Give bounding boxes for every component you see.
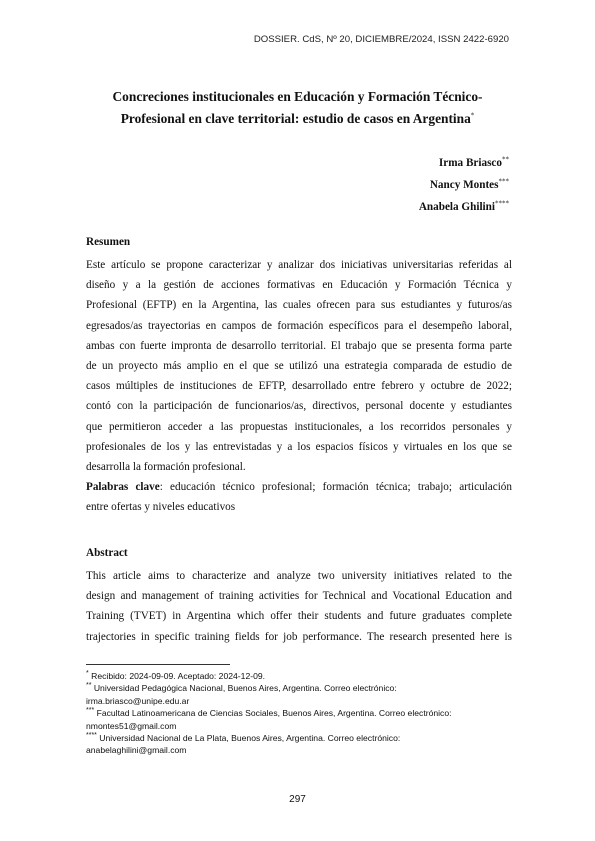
footnote-marker: *	[86, 670, 89, 678]
resumen-line: Este artículo se propone caracterizar y analizar dos iniciativas universitarias referidas al	[86, 259, 512, 271]
resumen-line: de un proyecto más amplio en el que se utilizó una estrategia comparada de estudio de	[86, 360, 512, 373]
footnote-text: Universidad Nacional de La Plata, Buenos Aires, Argentina. Correo electrónico:	[96, 733, 401, 744]
abstract-line: This article aims to characterize and analyze two university initiatives related to the	[86, 570, 512, 582]
footnote	[86, 720, 516, 732]
resumen-body	[86, 255, 512, 518]
title-line-2-text: Profesional en clave territorial: estudio de casos en Argentina	[120, 111, 471, 126]
resumen-line: profesionales de los y las entrevistadas y a los espacios físicos y virtuales en los que se	[86, 440, 512, 453]
resumen-line: que permitieron acceder a las propuestas institucionales, a los recorridos personales y	[86, 420, 512, 433]
footnote-text: Facultad Latinoamericana de Ciencias Sociales, Buenos Aires, Argentina. Correo electrónico:	[94, 708, 452, 719]
keywords-line-1	[86, 477, 512, 497]
resumen-line: casos múltiples de instituciones de EFTP, desarrollado entre febrero y octubre de 2022;	[86, 380, 512, 393]
footnote-text: nmontes51@gmail.com	[86, 720, 177, 731]
page-number: 297	[289, 794, 306, 805]
title-line-2	[86, 108, 509, 130]
footnote-text: Recibido: 2024-09-09. Aceptado: 2024-12-09.	[88, 671, 266, 681]
footnote	[86, 732, 516, 744]
footnote-marker: **	[86, 682, 92, 690]
abstract-line: design and management of training activities for Technical and Vocational Education and	[86, 590, 512, 603]
running-head: DOSSIER. CdS, Nº 20, DICIEMBRE/2024, ISSN 2422-6920	[253, 34, 509, 45]
resumen-line: ambas con fuerte impronta de desarrollo territorial. El trabajo que se presenta forma parte	[86, 339, 512, 352]
resumen-line: egresados/as trayectorias en campos de formación específicos para el desempeño laboral,	[86, 319, 512, 332]
author-footnote-marker: **	[502, 155, 509, 164]
footnotes	[86, 670, 516, 757]
author-1	[419, 152, 509, 174]
footnote	[86, 707, 516, 719]
footnote-text: Universidad Pedagógica Nacional, Buenos Aires, Argentina. Correo electrónico:	[91, 683, 397, 694]
footnote-text: anabelaghilini@gmail.com	[86, 745, 187, 756]
abstract-line: Training (TVET) in Argentina which offer their students and future graduates complete	[86, 610, 512, 623]
author-name: Irma Briasco	[438, 157, 502, 169]
author-name: Anabela Ghilini	[418, 201, 495, 213]
resumen-line: diseño y a la gestión de acciones formativas en Educación y Formación Técnica y	[86, 279, 512, 292]
footnote-marker: ***	[86, 707, 95, 715]
footnote	[86, 682, 516, 694]
author-list	[419, 152, 509, 218]
author-footnote-marker: ****	[495, 199, 509, 208]
footnote	[86, 670, 516, 682]
article-title	[86, 86, 509, 130]
author-footnote-marker: ***	[498, 177, 509, 186]
footnote-marker: ****	[86, 732, 97, 740]
abstract-heading: Abstract	[86, 547, 128, 559]
author-name: Nancy Montes	[429, 179, 499, 191]
footnote	[86, 695, 516, 707]
footnote-text: irma.briasco@unipe.edu.ar	[86, 695, 190, 706]
keywords-text: : educación técnico profesional; formación técnica; trabajo; articulación	[159, 481, 512, 494]
author-3	[419, 196, 509, 218]
title-line-1: Concreciones institucionales en Educación y Formación Técnico-	[112, 89, 483, 104]
footnote-divider	[86, 664, 230, 665]
resumen-line: contó con la participación de funcionarios/as, directivos, personal docente y estudiantes	[86, 400, 512, 413]
resumen-line: desarrolla la formación profesional.	[86, 461, 246, 474]
keywords-label: Palabras clave	[86, 481, 160, 494]
abstract-line: trajectories in specific training fields for job performance. The research presented here is	[86, 630, 512, 643]
keywords-line-2: entre ofertas y niveles educativos	[86, 501, 236, 514]
abstract-body	[86, 566, 512, 647]
footnote	[86, 744, 516, 756]
resumen-line: Profesional (EFTP) en la Argentina, las cuales ofrecen para sus estudiantes y futuros/as	[86, 299, 512, 312]
resumen-heading: Resumen	[86, 236, 131, 248]
author-2	[419, 174, 509, 196]
title-footnote-marker: *	[470, 111, 475, 120]
